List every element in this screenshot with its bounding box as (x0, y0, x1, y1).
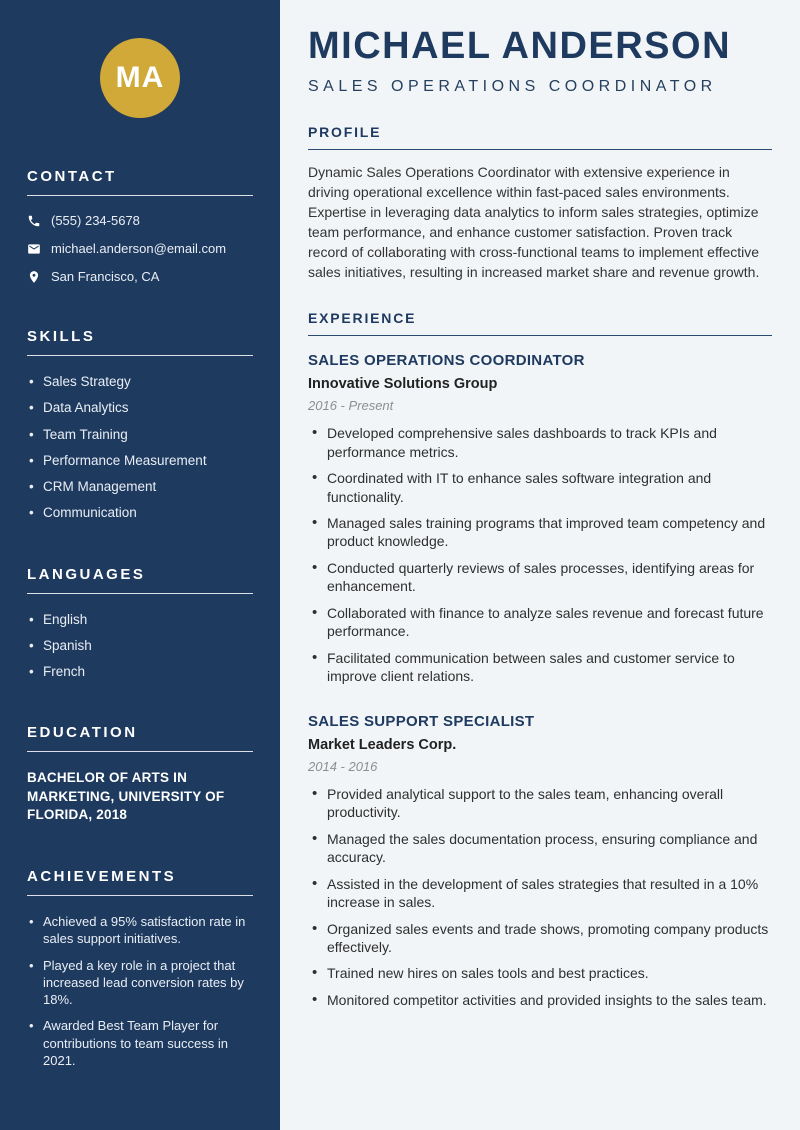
skill-item: • Data Analytics (27, 399, 253, 416)
job-bullet: • Monitored competitor activities and provided insights to the sales team. (308, 991, 772, 1009)
job-bullet: • Developed comprehensive sales dashboards to track KPIs and performance metrics. (308, 424, 772, 461)
job-dates: 2016 - Present (308, 398, 394, 414)
contact-location-row (27, 269, 253, 284)
contact-email-row (27, 241, 253, 256)
skills-section (27, 328, 253, 522)
education-text: BACHELOR OF ARTS IN MARKETING, UNIVERSITY OF FLORIDA, 2018 (27, 770, 225, 822)
skills-list (27, 373, 253, 522)
job-bullet: • Managed sales training programs that improved team competency and product knowledge. (308, 514, 772, 551)
job-bullet: • Assisted in the development of sales strategies that resulted in a 10% increase in sales. (308, 875, 772, 912)
skill-item: • Performance Measurement (27, 452, 253, 469)
job-dates: 2014 - 2016 (308, 758, 378, 774)
achievements-list (27, 913, 253, 1069)
job-bullet: • Provided analytical support to the sales team, enhancing overall productivity. (308, 785, 772, 822)
contact-phone-text: (555) 234-5678 (51, 213, 140, 228)
avatar-initials: MA (115, 61, 165, 94)
job-bullets (308, 785, 772, 1010)
job-title: SALES SUPPORT SPECIALIST (308, 712, 535, 730)
skill-item: • Team Training (27, 426, 253, 443)
phone-icon (27, 214, 41, 228)
achievements-divider (27, 895, 253, 896)
job-company: Innovative Solutions Group (308, 376, 498, 393)
contact-location-text: San Francisco, CA (51, 269, 160, 284)
job-bullet: • Conducted quarterly reviews of sales processes, identifying areas for enhancement. (308, 559, 772, 596)
education-section (27, 724, 253, 824)
languages-list (27, 611, 253, 681)
languages-heading: LANGUAGES (27, 565, 146, 583)
experience-divider (308, 335, 772, 336)
job-bullet: • Managed the sales documentation process, ensuring compliance and accuracy. (308, 830, 772, 867)
sidebar (0, 0, 280, 1130)
profile-text: Dynamic Sales Operations Coordinator with extensive experience in driving operational excellence within fast-paced sales environments. Expertise in leveraging data analytics to inform sales strategies, optimize team performance, and enhance customer satisfaction. Proven track record of collaborating with cross-functional teams to implement effective sales initiatives, resulting in increased market share and revenue growth. (308, 164, 760, 281)
achievement-item: • Awarded Best Team Player for contributions to team success in 2021. (27, 1017, 253, 1069)
skills-divider (27, 355, 253, 356)
achievement-item: • Achieved a 95% satisfaction rate in sales support initiatives. (27, 913, 253, 948)
job-bullet: • Collaborated with finance to analyze sales revenue and forecast future performance. (308, 604, 772, 641)
email-icon (27, 242, 41, 256)
contact-divider (27, 195, 253, 196)
location-icon (27, 270, 41, 284)
achievement-item: • Played a key role in a project that increased lead conversion rates by 18%. (27, 957, 253, 1009)
main-content (280, 0, 800, 1130)
skills-heading: SKILLS (27, 328, 96, 345)
person-title: SALES OPERATIONS COORDINATOR (308, 78, 717, 95)
experience-heading: EXPERIENCE (308, 310, 417, 327)
profile-divider (308, 149, 772, 150)
experience-section (308, 310, 772, 1009)
skill-item: • Sales Strategy (27, 373, 253, 390)
person-name: MICHAEL ANDERSON (308, 25, 732, 67)
job-entry (308, 713, 772, 1010)
education-divider (27, 751, 253, 752)
contact-heading: CONTACT (27, 168, 117, 185)
language-item: • Spanish (27, 637, 253, 654)
contact-email-text: michael.anderson@email.com (51, 241, 227, 256)
languages-section (27, 566, 253, 681)
job-company: Market Leaders Corp. (308, 736, 457, 753)
contact-section (27, 168, 253, 284)
profile-section (308, 124, 772, 282)
job-title: SALES OPERATIONS COORDINATOR (308, 352, 585, 370)
job-entry (308, 352, 772, 686)
job-bullet: • Facilitated communication between sales and customer service to improve client relations. (308, 649, 772, 686)
avatar (100, 38, 180, 118)
languages-divider (27, 593, 253, 594)
achievements-heading: ACHIEVEMENTS (27, 868, 177, 886)
job-bullet: • Coordinated with IT to enhance sales software integration and functionality. (308, 469, 772, 506)
language-item: • English (27, 611, 253, 628)
education-heading: EDUCATION (27, 724, 138, 742)
profile-heading: PROFILE (308, 124, 382, 140)
skill-item: • Communication (27, 504, 253, 521)
job-bullets (308, 424, 772, 686)
achievements-section (27, 868, 253, 1069)
contact-phone-row (27, 213, 253, 228)
language-item: • French (27, 663, 253, 680)
skill-item: • CRM Management (27, 478, 253, 495)
job-bullet: • Organized sales events and trade shows, promoting company products effectively. (308, 920, 772, 957)
job-bullet: • Trained new hires on sales tools and best practices. (308, 964, 772, 982)
